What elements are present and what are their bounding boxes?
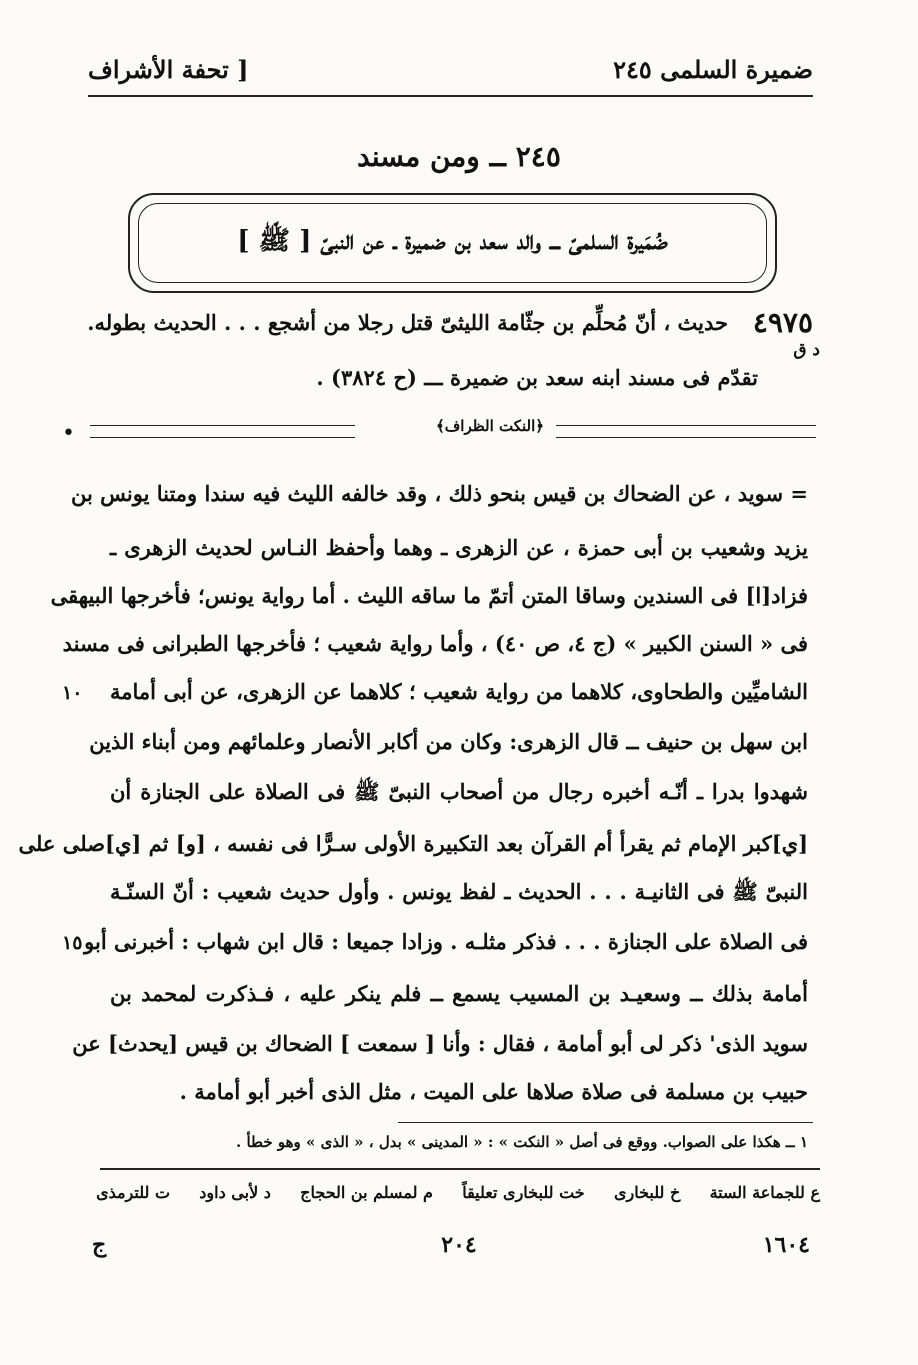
body-line: النبىّ ﷺ فى الثانيـة . . . الحديث ـ لفظ يونس . وأول حديث شعيب : أنّ السنّـة <box>110 879 808 904</box>
entry-number: ٤٩٧٥ <box>752 306 813 339</box>
body-line: فى الصلاة على الجنازة . . . فذكر مثلـه . وزادا جميعا : قال ابن شهاب : أخبرنى أبو <box>84 929 808 954</box>
musnad-title-box-inner <box>138 203 767 283</box>
footer-page-number: ١٦٠٤ <box>762 1232 810 1258</box>
body-line: = سويد ، عن الضحاك بن قيس بنحو ذلك ، وقد خالفه الليث فيه سندا ومتنا يونس بن <box>70 481 808 506</box>
footer-volume-page: ٢٠٤ <box>441 1232 477 1258</box>
legend-item: د لأبى داود <box>199 1183 271 1202</box>
entry-side-code: د ق <box>793 340 820 360</box>
body-line: فى « السنن الكبير » (ج ٤، ص ٤٠) ، وأما رواية شعيب ؛ فأخرجها الطبرانى فى مسند <box>62 631 808 656</box>
body-line: [ي]كبر الإمام ثم يقرأ أم القرآن بعد التكبيرة الأولى سـرًّا فى نفسه ، [و] ثم [ي]صلى على <box>18 831 808 856</box>
body-line: حبيب بن مسلمة فى صلاة صلاها على الميت ، مثل الذى أخبر أبو أمامة . <box>179 1079 808 1104</box>
header-rule <box>88 95 813 97</box>
margin-line-number: ١٠ <box>62 682 83 704</box>
body-line: سويد الذى' ذكر لى أبو أمامة ، فقال : وأنا [ سمعت ] الضحاك بن قيس [يحدث] عن <box>72 1031 808 1056</box>
entry-text-line-2: تقدّم فى مسند ابنه سعد بن ضميرة ـــ (ح ٣٨٢٤) . <box>316 365 758 390</box>
legend-item: خت للبخارى تعليقاً <box>462 1183 585 1202</box>
footnote: ١ ــ هكذا على الصواب. ووقع فى أصل « النكت » : « المدينى » بدل ، « الذى » وهو خطأ . <box>236 1133 808 1151</box>
body-line: أمامة بذلك ــ وسعيـد بن المسيب يسمع ــ فلم ينكر عليه ، فـذكرت لمحمد بن <box>110 981 808 1006</box>
legend-rule <box>100 1168 820 1170</box>
entry-text-line-1: حديث ، أنّ مُحلِّم بن جثّامة الليثىّ قتل رجلا من أشجع . . . الحديث بطوله. <box>87 310 728 335</box>
body-line: الشاميِّين والطحاوى، كلاهما من رواية شعيب ؛ كلاهما عن الزهرى، عن أبى أمامة <box>110 679 808 704</box>
divider-label: ﴿النكت الظراف﴾ <box>435 417 545 435</box>
footer-signature-letter: ج <box>92 1232 107 1258</box>
running-header-left: [ تحفة الأشراف <box>88 55 249 84</box>
divider-line-right <box>556 425 816 438</box>
legend-item: خ للبخارى <box>613 1183 681 1202</box>
bullet-mark: • <box>62 421 75 446</box>
divider-line-left <box>90 425 355 438</box>
musnad-title: ضُمَيرة السلمىّ ـــ والد سعد بن ضميرة ـ عن النبىّ [ ﷺ ] <box>237 226 668 256</box>
musnad-title-box <box>128 193 777 293</box>
legend-item: ت للترمذى <box>96 1183 171 1202</box>
legend-item: م لمسلم بن الحجاج <box>300 1183 433 1202</box>
margin-line-number: ١٥ <box>62 932 83 954</box>
footnote-rule <box>398 1122 813 1123</box>
running-header-right: ضميرة السلمى ٢٤٥ <box>613 55 813 84</box>
sigla-legend <box>96 1183 820 1202</box>
section-divider <box>90 417 816 441</box>
body-line: ابن سهل بن حنيف ــ قال الزهرى: وكان من أكابر الأنصار وعلمائهم ومن أبناء الذين <box>89 729 808 754</box>
legend-item: ع للجماعة الستة <box>709 1183 820 1202</box>
body-line: شهدوا بدرا ـ أنّـه أخبره رجال من أصحاب النبىّ ﷺ فى الصلاة على الجنازة أن <box>110 779 808 804</box>
body-line: يزيد وشعيب بن أبى حمزة ، عن الزهرى ـ وهما وأحفظ النـاس لحديث الزهرى ـ <box>110 535 808 560</box>
section-title: ٢٤٥ ــ ومن مسند <box>357 140 561 173</box>
body-line: فزاد[ا] فى السندين وساقا المتن أتمّ ما ساقه الليث . أما رواية يونس؛ فأخرجها البيهقى <box>50 583 808 608</box>
